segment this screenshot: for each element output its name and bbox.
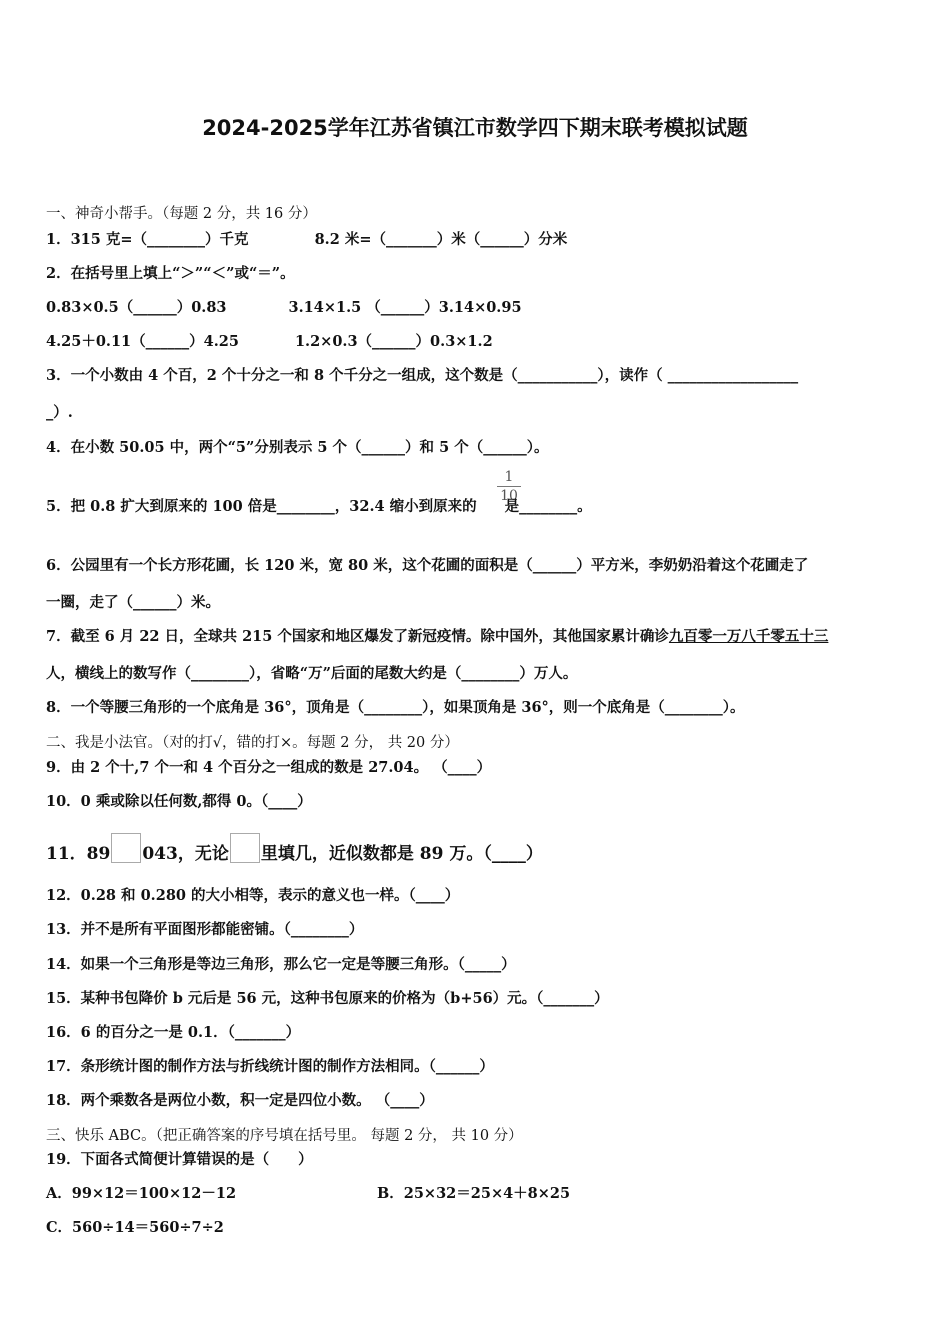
q19-option-b: B．25×32＝25×4＋8×25 [377, 1185, 571, 1202]
q2-item-3: 4.25＋0.11（______）4.25 [46, 333, 239, 350]
q11-part-a: 11．89 [46, 844, 111, 864]
question-13: 13．并不是所有平面图形都能密铺。（________） [46, 921, 364, 938]
q5-part-b: 是________。 [504, 498, 592, 515]
q2-item-2: 3.14×1.5 （______）3.14×0.95 [288, 299, 522, 316]
q2-item-1: 0.83×0.5（______）0.83 [46, 299, 227, 316]
q1-part-a: 1．315 克=（________）千克 [46, 231, 249, 248]
question-10: 10．0 乘或除以任何数,都得 0。（____） [46, 793, 312, 810]
question-17: 17．条形统计图的制作方法与折线统计图的制作方法相同。（______） [46, 1058, 494, 1075]
q11-part-c: 里填几，近似数都是 89 万。（____） [260, 844, 543, 864]
question-9: 9．由 2 个十,7 个一和 4 个百分之一组成的数是 27.04。 （____） [46, 759, 492, 776]
question-7-cont: 人，横线上的数写作（________），省略“万”后面的尾数大约是（________）万人。 [46, 665, 578, 682]
q19-option-a: A．99×12＝100×12－12 [46, 1185, 237, 1202]
question-4: 4．在小数 50.05 中，两个“5”分别表示 5 个（______）和 5 个（______）。 [46, 439, 549, 456]
question-1 [46, 228, 567, 249]
q19-options-row [46, 1182, 236, 1203]
q7-underlined-number: 九百零一万八千零五十三 [668, 628, 829, 645]
question-3: 3．一个小数由 4 个百，2 个十分之一和 8 个千分之一组成，这个数是（___________），读作（ __________________ [46, 367, 799, 384]
question-11 [46, 833, 543, 864]
q7-text: 7．截至 6 月 22 日，全球共 215 个国家和地区爆发了新冠疫情。除中国外，其他国家累计确诊 [46, 628, 669, 645]
question-15: 15．某种书包降价 b 元后是 56 元，这种书包原来的价格为（b+56）元。（_______） [46, 990, 609, 1007]
question-7 [46, 625, 828, 646]
section-2-heading: 二、我是小法官。（对的打√，错的打×。每题 2 分， 共 20 分） [46, 735, 459, 751]
question-2-row-1 [46, 296, 522, 317]
page-title: 2024-2025学年江苏省镇江市数学四下期末联考模拟试题 [202, 116, 748, 140]
question-16: 16．6 的百分之一是 0.1．（_______） [46, 1024, 301, 1041]
question-8: 8．一个等腰三角形的一个底角是 36°，顶角是（________），如果顶角是 36°，则一个底角是（________）。 [46, 699, 745, 716]
question-6: 6．公园里有一个长方形花圃，长 120 米，宽 80 米，这个花圃的面积是（______）平方米，李奶奶沿着这个花圃走了 [46, 557, 809, 574]
section-3-heading: 三、快乐 ABC。（把正确答案的序号填在括号里。 每题 2 分， 共 10 分） [46, 1128, 523, 1144]
fraction-numerator: 1 [497, 468, 521, 487]
q11-part-b: 043，无论 [142, 844, 229, 864]
question-18: 18．两个乘数各是两位小数，积一定是四位小数。 （____） [46, 1092, 434, 1109]
q19-option-c: C．560÷14＝560÷7÷2 [46, 1219, 224, 1236]
q2-item-4: 1.2×0.3（______）0.3×1.2 [294, 333, 493, 350]
blank-box-1 [111, 833, 141, 863]
section-1-heading: 一、神奇小帮手。（每题 2 分，共 16 分） [46, 206, 317, 222]
q1-part-b: 8.2 米=（_______）米（______）分米 [314, 231, 568, 248]
question-6-cont: 一圈，走了（______）米。 [46, 594, 220, 611]
question-2-row-2 [46, 330, 493, 351]
question-14: 14．如果一个三角形是等边三角形，那么它一定是等腰三角形。（_____） [46, 956, 516, 973]
q5-part-a: 5．把 0.8 扩大到原来的 100 倍是________，32.4 缩小到原来的 [46, 498, 477, 515]
question-19: 19．下面各式简便计算错误的是（ ） [46, 1151, 313, 1168]
question-2: 2．在括号里上填上“＞”“＜”或“＝”。 [46, 265, 295, 282]
fraction-denominator: 10 [500, 488, 518, 504]
question-12: 12．0.28 和 0.280 的大小相等，表示的意义也一样。（____） [46, 887, 460, 904]
question-5 [46, 495, 592, 516]
question-3-cont: _）. [46, 404, 73, 421]
blank-box-2 [230, 833, 260, 863]
